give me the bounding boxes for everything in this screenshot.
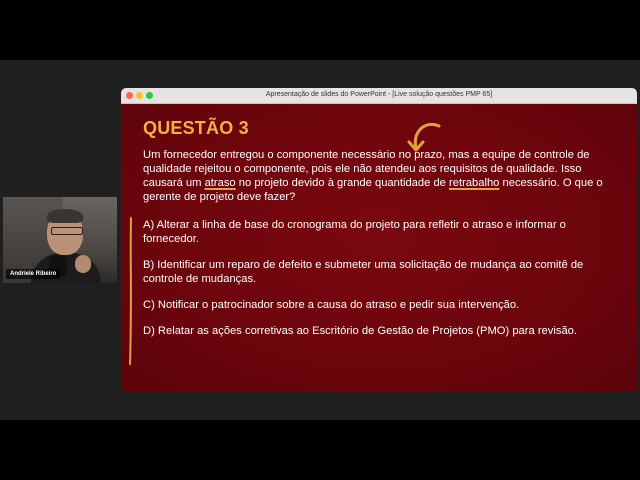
slide — [121, 104, 637, 392]
annotation-arrow-icon — [399, 120, 443, 156]
option-b: B) Identificar um reparo de defeito e submeter uma solicitação de mudança ao comitê de controle de mudanças. — [143, 259, 584, 285]
option-d: D) Relatar as ações corretivas ao Escritório de Gestão de Projetos (PMO) para revisão. — [143, 325, 578, 337]
slide-title: QUESTÃO 3 — [143, 118, 249, 138]
window-titlebar[interactable] — [121, 88, 637, 104]
powerpoint-window — [121, 88, 637, 392]
highlight-retrabalho: retrabalho — [449, 177, 500, 189]
option-c: C) Notificar o patrocinador sobre a causa do atraso e pedir sua intervenção. — [143, 299, 520, 311]
question-text — [143, 148, 617, 204]
option-a: A) Alterar a linha de base do cronograma do projeto para refletir o atraso e informar o fornecedor. — [143, 219, 566, 245]
window-title: Apresentação de slides do PowerPoint - [Live solução questões PMP 65] — [265, 91, 493, 98]
highlight-atraso: atraso — [204, 177, 236, 189]
participant-name: Andriele Ribeiro — [6, 269, 60, 279]
presenter-hair — [47, 209, 83, 223]
question-part-1: Um fornecedor entregou o componente necessário no prazo, mas a equipe de controle de qualidade rejeitou o componente, pois ele não atendeu aos requisitos de qualidade. Isso causará um — [143, 149, 590, 189]
presenter-glasses — [51, 227, 83, 235]
webcam-video — [3, 197, 117, 283]
question-part-2: no projeto devido à grande quantidade de — [235, 177, 450, 189]
presenter-hand — [75, 255, 91, 273]
letterbox-bottom — [0, 420, 640, 480]
question-part-3: necessário. O que o gerente de projeto deve fazer? — [143, 177, 603, 203]
answer-options — [143, 218, 617, 350]
annotation-margin-line — [127, 216, 135, 366]
